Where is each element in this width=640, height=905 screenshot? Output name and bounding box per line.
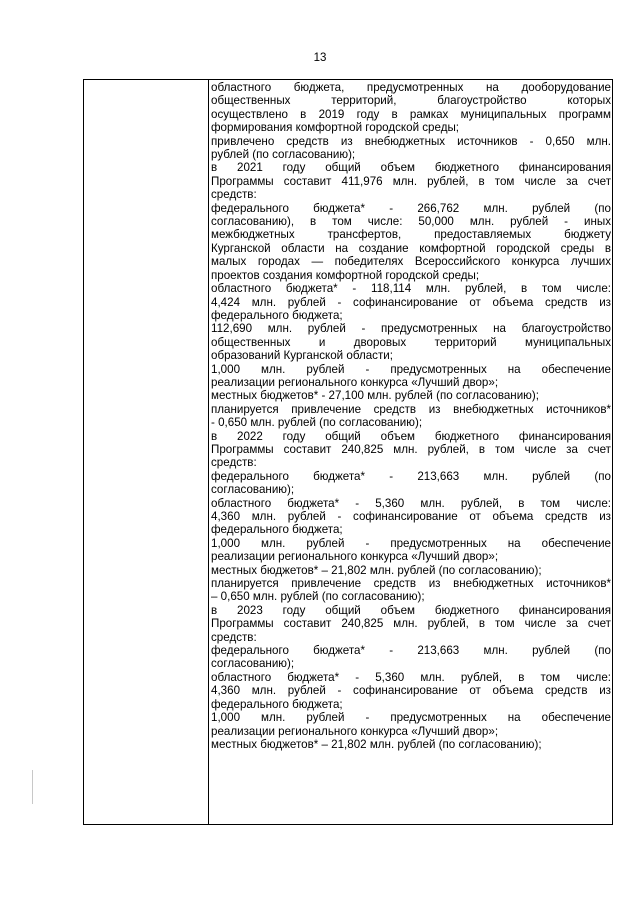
text-line: областного бюджета* - 5,360 млн. рублей, в том числе: — [211, 496, 611, 510]
text-line: Программы составит 240,825 млн. рублей, в том числе за счет — [211, 442, 611, 456]
text-line: Курганской области на создание комфортной городской среды в — [211, 241, 611, 255]
text-line: рублей (по согласованию); — [211, 148, 356, 162]
document-table — [83, 79, 613, 825]
text-line: осуществлено в 2019 году в рамках муниципальных программ — [211, 107, 611, 121]
text-line: межбюджетных трансфертов, предоставляемых бюджету — [211, 228, 611, 242]
text-line: 4,360 млн. рублей - софинансирование от объема средств из — [211, 684, 611, 698]
text-line: 1,000 млн. рублей - предусмотренных на обеспечение — [211, 362, 611, 376]
table-right-column-text — [211, 81, 611, 751]
text-line: реализации регионального конкурса «Лучший двор»; — [211, 375, 499, 389]
text-line: 1,000 млн. рублей - предусмотренных на обеспечение — [211, 711, 611, 725]
text-line: реализации регионального конкурса «Лучший двор»; — [211, 724, 499, 738]
text-line: в 2023 году общий объем бюджетного финансирования — [211, 603, 611, 617]
text-line: Программы составит 411,976 млн. рублей, в том числе за счет — [211, 174, 611, 188]
text-line: согласованию); — [211, 483, 295, 497]
text-line: формирования комфортной городской среды; — [211, 121, 460, 135]
text-line: 112,690 млн. рублей - предусмотренных на благоустройство — [211, 322, 611, 336]
text-line: федерального бюджета; — [211, 308, 343, 322]
text-line: федерального бюджета* - 266,762 млн. рублей (по — [211, 201, 611, 215]
text-line: 1,000 млн. рублей - предусмотренных на обеспечение — [211, 536, 611, 550]
text-line: средств: — [211, 630, 257, 644]
text-line: Программы составит 240,825 млн. рублей, в том числе за счет — [211, 617, 611, 631]
text-line: местных бюджетов* - 27,100 млн. рублей (по согласованию); — [211, 389, 539, 403]
text-line: согласованию), в том числе: 50,000 млн. рублей - иных — [211, 215, 611, 229]
text-line: в 2022 году общий объем бюджетного финансирования — [211, 429, 611, 443]
text-line: планируется привлечение средств из внебюджетных источников* — [211, 577, 611, 591]
text-line: 4,360 млн. рублей - софинансирование от объема средств из — [211, 510, 611, 523]
text-line: общественных и дворовых территорий муниципальных — [211, 335, 611, 349]
text-line: планируется привлечение средств из внебюджетных источников* — [211, 402, 611, 416]
text-line: малых городах — победителях Всероссийского конкурса лучших — [211, 255, 611, 269]
text-line: согласованию); — [211, 657, 295, 671]
text-line: 4,424 млн. рублей - софинансирование от объема средств из — [211, 295, 611, 309]
text-line: федерального бюджета; — [211, 523, 343, 537]
text-line: федерального бюджета* - 213,663 млн. рублей (по — [211, 469, 611, 483]
text-line: средств: — [211, 188, 257, 202]
text-line: средств: — [211, 456, 257, 470]
text-line: областного бюджета* - 5,360 млн. рублей, в том числе: — [211, 670, 611, 684]
text-line: областного бюджета* - 118,114 млн. рублей, в том числе: — [211, 282, 611, 296]
scan-margin-mark — [32, 770, 33, 804]
text-line: – 0,650 млн. рублей (по согласованию); — [211, 590, 425, 604]
text-line: областного бюджета, предусмотренных на дооборудование — [211, 81, 611, 94]
text-line: - 0,650 млн. рублей (по согласованию); — [211, 416, 423, 430]
text-line: реализации регионального конкурса «Лучший двор»; — [211, 550, 499, 564]
page-number: 13 — [313, 52, 327, 64]
text-line: общественных территорий, благоустройство которых — [211, 94, 611, 108]
table-left-column-empty — [84, 80, 209, 824]
text-line: привлечено средств из внебюджетных источников - 0,650 млн. — [211, 134, 611, 148]
text-line: проектов создания комфортной городской среды; — [211, 268, 480, 282]
text-line: местных бюджетов* – 21,802 млн. рублей (по согласованию); — [211, 737, 542, 751]
text-line: образований Курганской области; — [211, 349, 393, 363]
text-line: в 2021 году общий объем бюджетного финансирования — [211, 161, 611, 175]
text-line: федерального бюджета; — [211, 697, 343, 711]
text-line: местных бюджетов* – 21,802 млн. рублей (по согласованию); — [211, 563, 542, 577]
text-line: федерального бюджета* - 213,663 млн. рублей (по — [211, 644, 611, 658]
